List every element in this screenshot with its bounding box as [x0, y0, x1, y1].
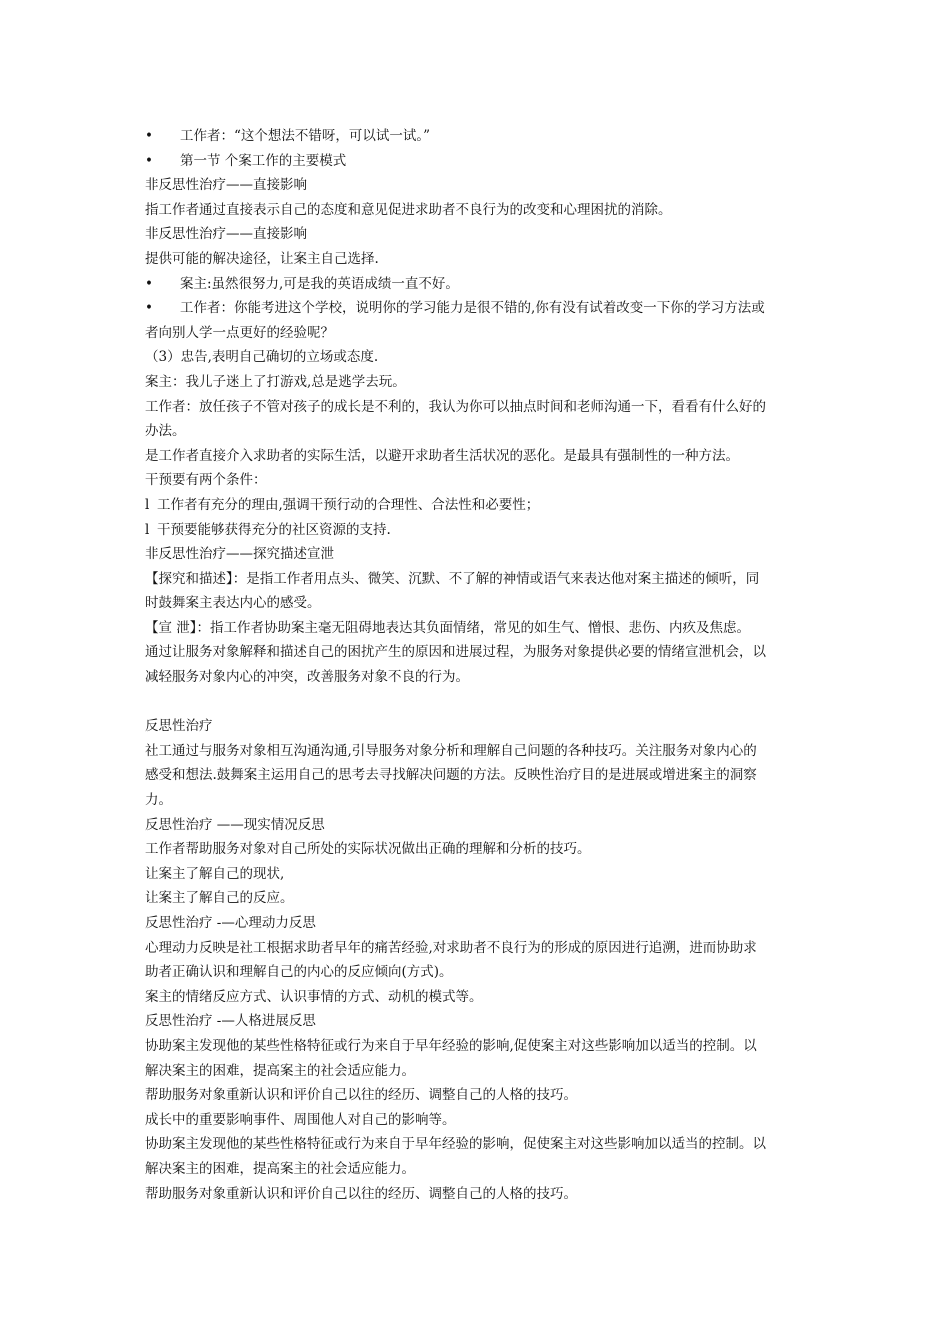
bullet-line: [145, 296, 815, 321]
text-line: 帮助服务对象重新认识和评价自己以往的经历、调整自己的人格的技巧。: [145, 1087, 577, 1104]
text-line: 成长中的重要影响事件、周围他人对自己的影响等。: [145, 1111, 456, 1128]
text-line: 反思性治疗 -—心理动力反思: [145, 915, 316, 931]
list-line: [145, 493, 815, 518]
text-line: 非反思性治疗——探究描述宣泄: [145, 546, 334, 563]
line-text: 工作者：“这个想法不错呀，可以试一试。”: [180, 128, 431, 144]
text-line: 社工通过与服务对象相互沟通沟通,引导服务对象分析和理解自己问题的各种技巧。关注服务对象内心的: [145, 742, 757, 759]
text-line: 干预要有两个条件：: [145, 472, 267, 489]
text-line: 心理动力反映是社工根据求助者早年的痛苦经验,对求助者不良行为的形成的原因进行追溯，进而协助求: [145, 939, 757, 956]
text-line: 案主：我儿子迷上了打游戏,总是逃学去玩。: [145, 373, 406, 390]
text-line: 让案主了解自己的反应。: [145, 890, 294, 907]
text-line: 【探究和描述】：是指工作者用点头、微笑、沉默、不了解的神情或语气来表达他对案主描述的倾听，同: [145, 570, 760, 587]
text-line: 协助案主发现他的某些性格特征或行为来自于早年经验的影响，促使案主对这些影响加以适当的控制。以: [145, 1136, 766, 1153]
text-line: 时鼓舞案主表达内心的感受。: [145, 595, 321, 612]
list-marker: l: [145, 496, 150, 513]
bullet-line: [145, 124, 815, 149]
text-line: 非反思性治疗——直接影响: [145, 226, 307, 243]
text-line: 感受和想法.鼓舞案主运用自己的思考去寻找解决问题的方法。反映性治疗目的是进展或增进案主的洞察: [145, 767, 757, 784]
text-line: 【宣 泄】：指工作者协助案主毫无阻碍地表达其负面情绪，常见的如生气、憎恨、悲伤、内疚及焦虑。: [145, 619, 751, 636]
line-text: 干预要能够获得充分的社区资源的支持.: [157, 521, 391, 538]
text-line: 案主的情绪反应方式、认识事情的方式、动机的模式等。: [145, 988, 483, 1005]
text-line: 反思性治疗: [145, 718, 213, 735]
line-text: 案主:虽然很努力,可是我的英语成绩一直不好。: [180, 275, 459, 292]
text-line: 者向别人学一点更好的经验呢？: [145, 324, 334, 341]
bullet-icon: •: [145, 275, 153, 292]
text-line: 反思性治疗 -—人格进展反思: [145, 1013, 316, 1030]
text-line: 反思性治疗 ——现实情况反思: [145, 816, 325, 833]
text-line: 是工作者直接介入求助者的实际生活，以避开求助者生活状况的恶化。是最具有强制性的一种方法。: [145, 447, 739, 464]
text-line: 减轻服务对象内心的冲突，改善服务对象不良的行为。: [145, 669, 469, 686]
blank-line: [145, 690, 815, 715]
text-line: 让案主了解自己的现状,: [145, 865, 285, 882]
line-text: 第一节 个案工作的主要模式: [180, 152, 347, 169]
bullet-icon: •: [145, 152, 153, 169]
bullet-icon: •: [145, 128, 153, 144]
line-text: 工作者有充分的理由,强调干预行动的合理性、合法性和必要性；: [157, 496, 540, 513]
list-line: [145, 518, 815, 543]
text-line: 通过让服务对象解释和描述自己的困扰产生的原因和进展过程，为服务对象提供必要的情绪宣泄机会，以: [145, 644, 766, 661]
bullet-line: [145, 149, 815, 174]
bullet-icon: •: [145, 300, 153, 317]
text-line: （3）忠告,表明自己确切的立场或态度.: [145, 349, 379, 366]
line-text: 工作者：你能考进这个学校，说明你的学习能力是很不错的,你有没有试着改变一下你的学习方法或: [180, 300, 765, 317]
list-marker: l: [145, 521, 150, 538]
bullet-line: [145, 272, 815, 297]
text-line: 帮助服务对象重新认识和评价自己以往的经历、调整自己的人格的技巧。: [145, 1185, 577, 1202]
text-line: 力。: [145, 792, 172, 809]
text-line: 解决案主的困难，提高案主的社会适应能力。: [145, 1160, 415, 1177]
document-body: [145, 124, 815, 1206]
text-line: 助者正确认识和理解自己的内心的反应倾向(方式)。: [145, 964, 453, 981]
text-line: 工作者帮助服务对象对自己所处的实际状况做出正确的理解和分析的技巧。: [145, 841, 591, 858]
text-line: 解决案主的困难，提高案主的社会适应能力。: [145, 1062, 415, 1079]
text-line: 协助案主发现他的某些性格特征或行为来自于早年经验的影响,促使案主对这些影响加以适当的控制。以: [145, 1037, 757, 1054]
text-line: 提供可能的解决途径，让案主自己选择.: [145, 250, 379, 267]
text-line: 工作者：放任孩子不管对孩子的成长是不利的，我认为你可以抽点时间和老师沟通一下，看看有什么好的: [145, 398, 766, 415]
text-line: 办法。: [145, 423, 186, 440]
text-line: 非反思性治疗——直接影响: [145, 177, 307, 194]
text-line: 指工作者通过直接表示自己的态度和意见促进求助者不良行为的改变和心理困扰的消除。: [145, 201, 672, 218]
